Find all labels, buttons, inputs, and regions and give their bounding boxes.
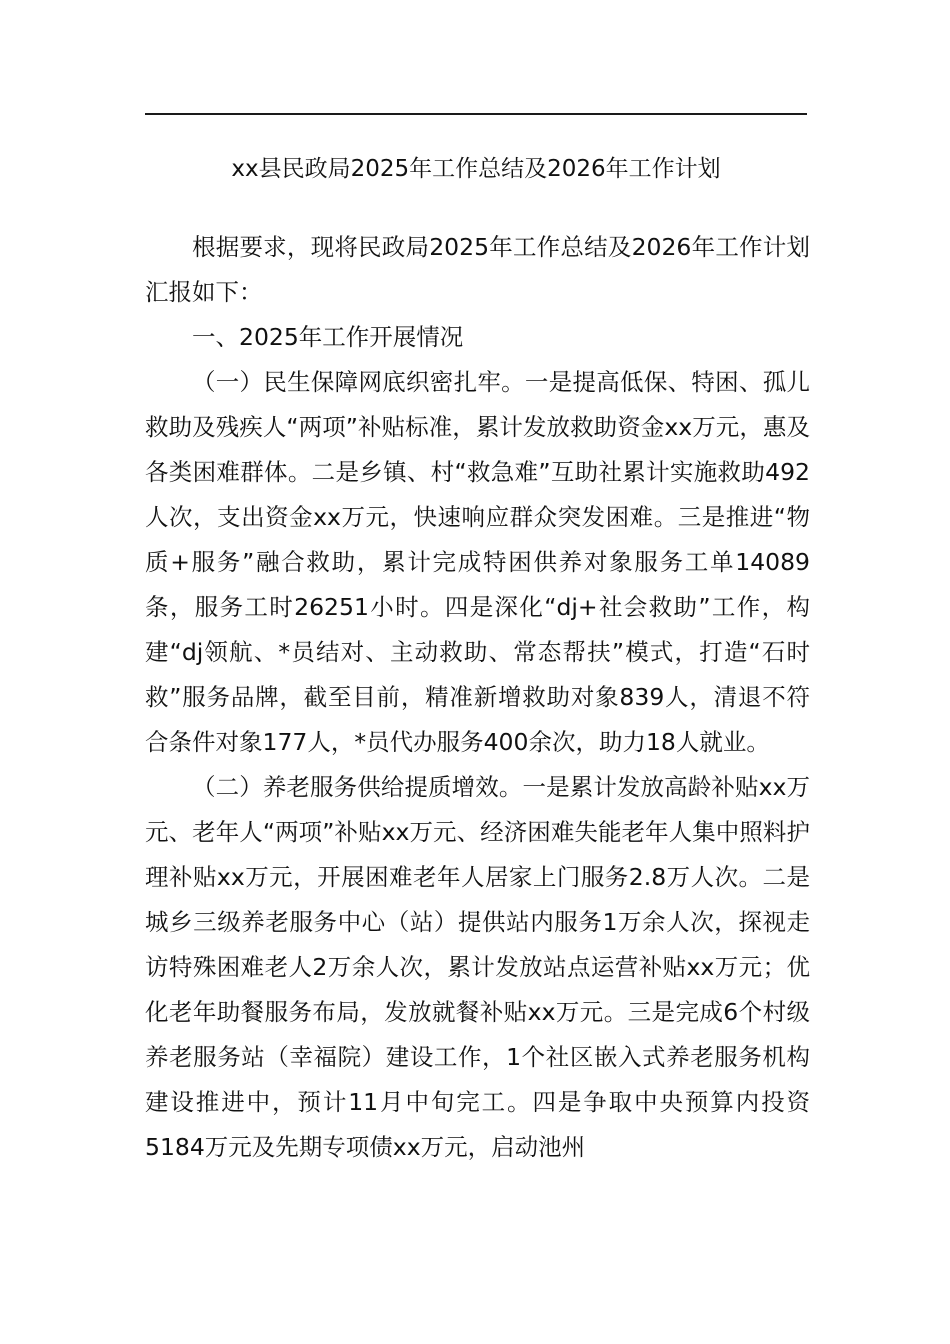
document-title: xx县民政局2025年工作总结及2026年工作计划 [231,156,721,182]
intro-paragraph: 根据要求，现将民政局2025年工作总结及2026年工作计划汇报如下： [145,233,810,306]
paragraph-social-assistance: （一）民生保障网底织密扎牢。一是提高低保、特困、孤儿救助及残疾人“两项”补贴标准，累计发放救助资金xx万元，惠及各类困难群体。二是乡镇、村“救急难”互助社累计实施救助492人次，支出资金xx万元，快速响应群众突发困难。三是推进“物质+服务”融合救助，累计完成特困供养对象服务工单14089条，服务工时26251小时。四是深化“dj+社会救助”工作，构建“dj领航、*员结对、主动救助、常态帮扶”模式，打造“石时救”服务品牌，截至目前，精准新增救助对象839人，清退不符合条件对象177人，*员代办服务400余次，助力18人就业。 [145,368,810,756]
section-heading: 一、2025年工作开展情况 [192,323,464,351]
header-rule [145,113,807,115]
document-body [145,225,810,1170]
paragraph-elderly-care: （二）养老服务供给提质增效。一是累计发放高龄补贴xx万元、老年人“两项”补贴xx万元、经济困难失能老年人集中照料护理补贴xx万元，开展困难老年人居家上门服务2.8万人次。二是城乡三级养老服务中心（站）提供站内服务1万余人次，探视走访特殊困难老人2万余人次，累计发放站点运营补贴xx万元；优化老年助餐服务布局，发放就餐补贴xx万元。三是完成6个村级养老服务站（幸福院）建设工作，1个社区嵌入式养老服务机构建设推进中，预计11月中旬完工。四是争取中央预算内投资5184万元及先期专项债xx万元，启动池州 [145,773,810,1161]
